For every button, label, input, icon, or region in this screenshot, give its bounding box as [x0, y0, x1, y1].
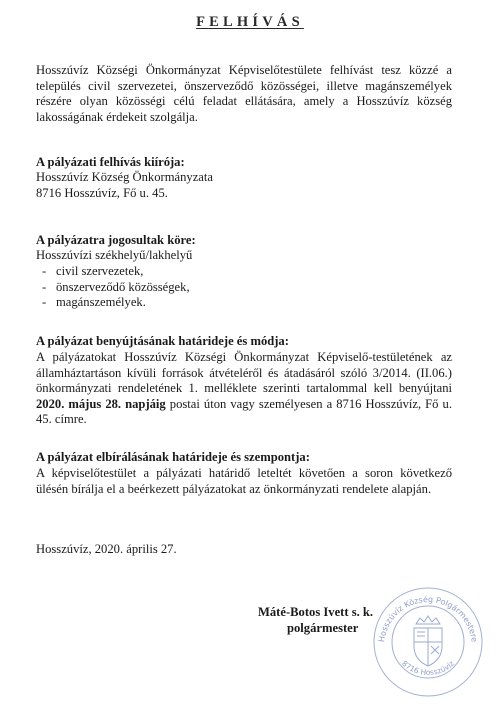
eligible-item: - magánszemélyek.	[42, 295, 146, 309]
stamp-bottom-text: 8716 Hosszúvíz	[400, 658, 456, 678]
evaluation-line: ülésén bírálja el a beérkezett pályázatokat az önkormányzati rendelete alapján.	[36, 481, 432, 496]
bullet-dash: -	[42, 280, 47, 294]
stamp-arc-text: Hosszúvíz Község Polgármestere	[377, 594, 479, 643]
submission-heading: A pályázat benyújtásának határideje és módja:	[36, 334, 289, 348]
bullet-dash: -	[42, 264, 47, 278]
submission-line: A pályázatokat Hosszúvíz Községi Önkormányzat Képviselő-testületének az	[36, 350, 452, 364]
intro-line: település civil szervezetei, önszerveződő közösségei, illetve magánszemélyek	[36, 78, 452, 93]
submission-deadline: 2020. május 28. napjáig	[36, 396, 166, 411]
issuer-name: Hosszúvíz Község Önkormányzata	[36, 170, 213, 184]
intro-paragraph	[36, 63, 452, 125]
evaluation-heading: A pályázat elbírálásának határideje és szempontja:	[36, 450, 310, 464]
document-title: FELHÍVÁS	[196, 14, 304, 30]
coat-of-arms-icon	[414, 616, 442, 666]
submission-line: 45. címre.	[36, 412, 87, 427]
official-stamp	[370, 584, 486, 700]
signatory-name: Máté-Botos Ivett s. k.	[258, 605, 374, 619]
issuer-heading: A pályázati felhívás kiírója:	[36, 155, 185, 169]
bullet-dash: -	[42, 295, 47, 309]
submission-line: 2020. május 28. napjáig postai úton vagy személyesen a 8716 Hosszúvíz, Fő u.	[36, 396, 452, 411]
signatory-title: polgármester	[287, 621, 359, 635]
eligible-heading: A pályázatra jogosultak köre:	[36, 233, 196, 247]
evaluation-paragraph	[36, 466, 452, 497]
submission-line: önkormányzati rendeletének 1. melléklete szerinti tartalommal kell benyújtani	[36, 381, 452, 396]
intro-line: részére olyan közösségi célú feladat ellátására, amely a Hosszúvíz község	[36, 94, 452, 109]
submission-line: államháztartáson kívüli források átvételéről és átadásáról szóló 3/2014. (II.06.)	[36, 365, 452, 380]
issuer-address: 8716 Hosszúvíz, Fő u. 45.	[36, 186, 168, 200]
eligible-intro: Hosszúvízi székhelyű/lakhelyű	[36, 248, 193, 262]
submission-paragraph	[36, 350, 452, 428]
intro-line: Hosszúvíz Községi Önkormányzat Képviselőtestülete felhívást tesz közzé a	[36, 63, 452, 77]
evaluation-line: A képviselőtestület a pályázati határidő leteltét követően a soron következő	[36, 466, 452, 480]
eligible-item: - önszerveződő közösségek,	[42, 280, 190, 294]
intro-line: lakosságának érdekeit szolgálja.	[36, 109, 198, 124]
eligible-item: - civil szervezetek,	[42, 264, 144, 278]
document-date: Hosszúvíz, 2020. április 27.	[36, 542, 177, 556]
